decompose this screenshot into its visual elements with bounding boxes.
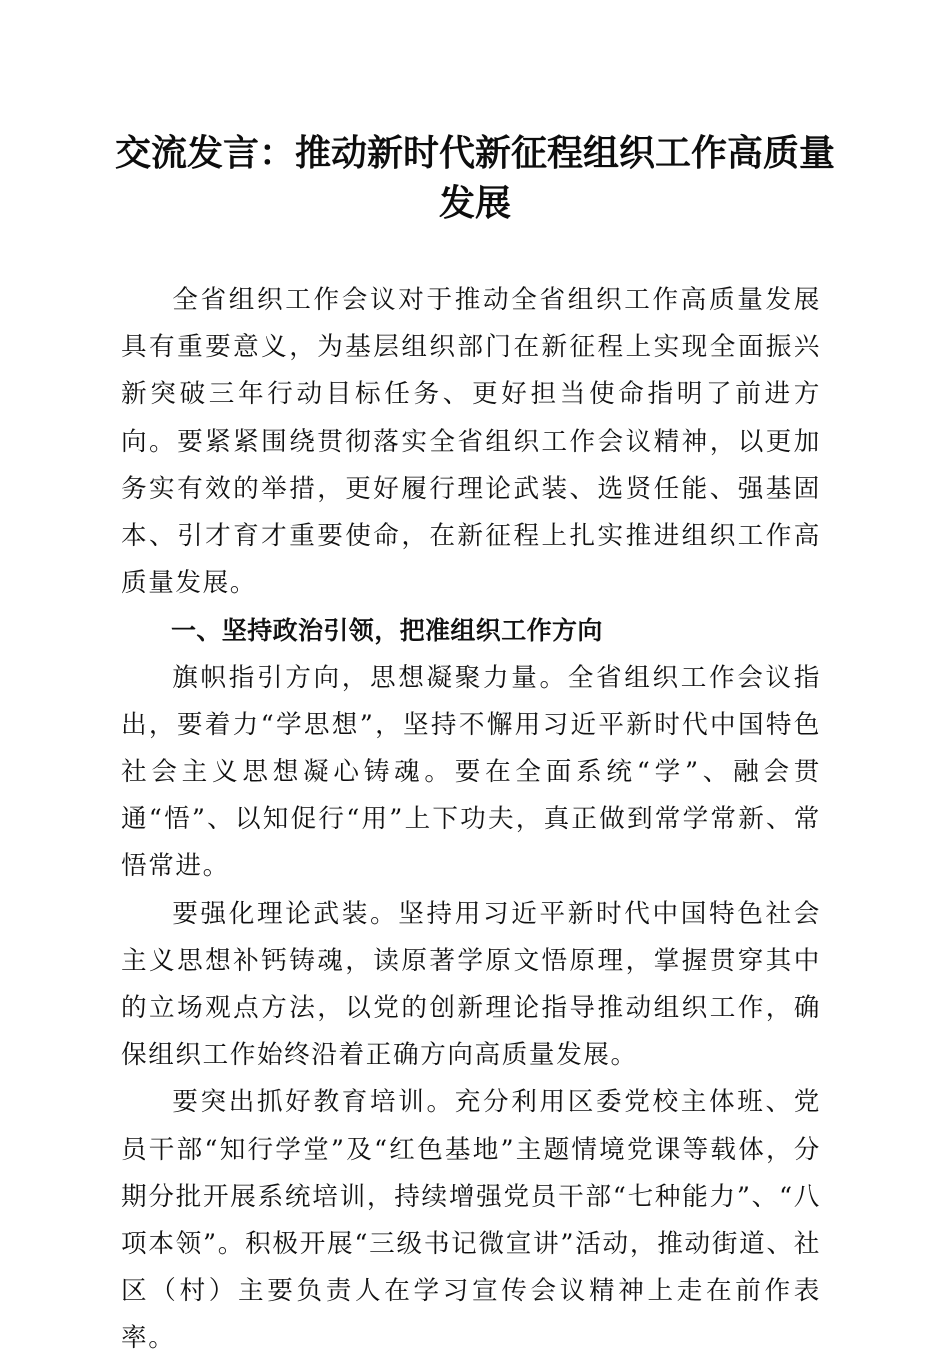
- section-paragraph-2: 要强化理论武装。坚持用习近平新时代中国特色社会主义思想补钙铸魂，读原著学原文悟原理，掌握贯穿其中的立场观点方法，以党的创新理论指导推动组织工作，确保组织工作始终沿着正确方向高质量发展。: [121, 898, 821, 1071]
- intro-paragraph: 全省组织工作会议对于推动全省组织工作高质量发展具有重要意义，为基层组织部门在新征程上实现全面振兴新突破三年行动目标任务、更好担当使命指明了前进方向。要紧紧围绕贯彻落实全省组织工作会议精神，以更加务实有效的举措，更好履行理论武装、选贤任能、强基固本、引才育才重要使命，在新征程上扎实推进组织工作高质量发展。: [121, 285, 821, 599]
- section-paragraph-1: 旗帜指引方向，思想凝聚力量。全省组织工作会议指出，要着力“学思想”，坚持不懈用习近平新时代中国特色社会主义思想凝心铸魂。要在全面系统“学”、融会贯通“悟”、以知促行“用”上下功夫，真正做到常学常新、常悟常进。: [121, 662, 821, 882]
- section-paragraph-3: 要突出抓好教育培训。充分利用区委党校主体班、党员干部“知行学堂”及“红色基地”主题情境党课等载体，分期分批开展系统培训，持续增强党员干部“七种能力”、“八项本领”。积极开展“三级书记微宣讲”活动，推动街道、社区（村）主要负责人在学习宣传会议精神上走在前作表率。: [121, 1087, 821, 1354]
- document-title: 交流发言：推动新时代新征程组织工作高质量发展: [114, 132, 835, 224]
- document-body: [121, 277, 821, 1363]
- section-heading: 一、坚持政治引领，把准组织工作方向: [171, 616, 603, 646]
